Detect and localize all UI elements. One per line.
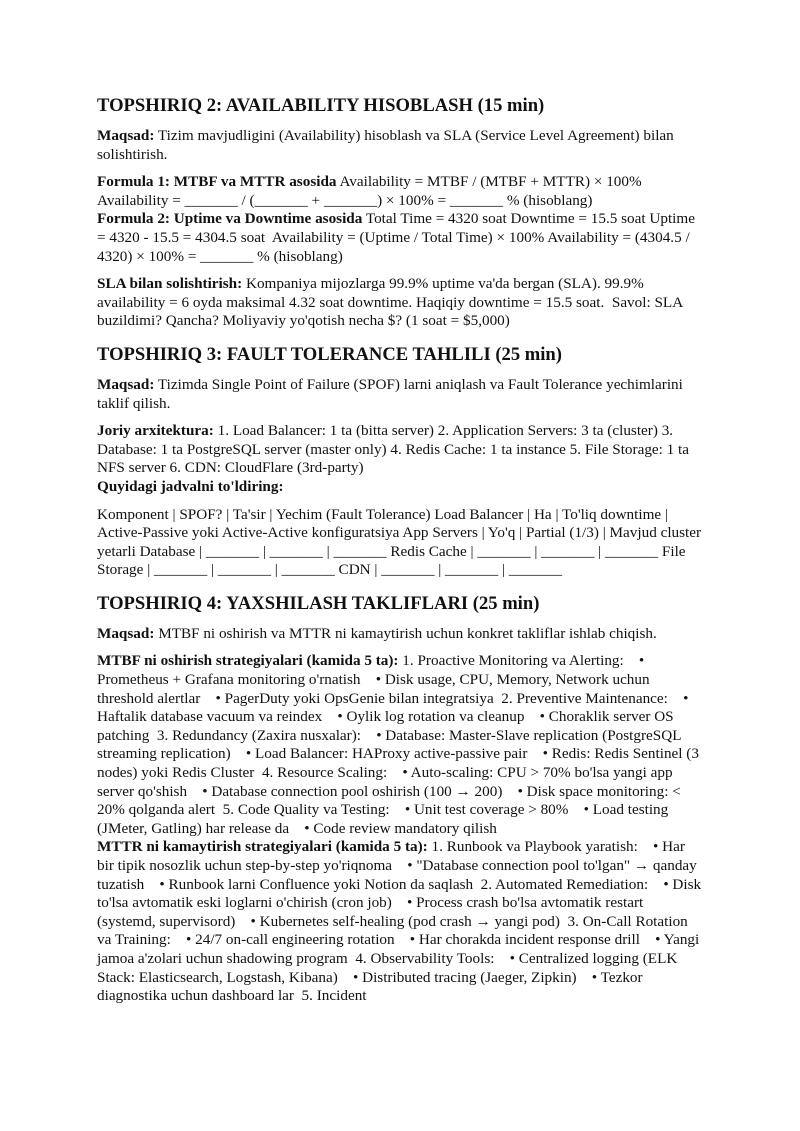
sla-label: SLA bilan solishtirish: [97, 275, 243, 293]
formula-1-label: Formula 1: MTBF va MTTR asosida [97, 173, 337, 191]
architecture-label: Joriy arxitektura: [97, 422, 214, 440]
mtbf-text: 1. Proactive Monitoring va Alerting: • Prometheus + Grafana monitoring o'rnatish • Disk usage, CPU, Memory, Network uchun threshold alertlar • PagerDuty yoki OpsGenie bilan integratsiya 2. Preventive Maintenance: • Haftalik database vacuum va reindex • Oylik log rotation va cleanup • Choraklik server OS patching 3. Redundancy (Zaxira nusxalar): • Database: Master-Slave replication (PostgreSQL streaming replication) • Load Balancer: HAProxy active-passive pair • Redis: Redis Sentinel (3 nodes) yoki Redis Cluster 4. Resource Scaling: • Auto-scaling: CPU > 70% bo'lsa yangi app server qo'shish • Database connection pool oshirish (100 → 200) • Disk space monitoring: < 20% qolganda alert 5. Code Quality va Testing: • Unit test coverage > 80% • Load testing (JMeter, Gatling) har release da • Code review mandatory qilish [97, 652, 703, 837]
sla-text: Kompaniya mijozlarga 99.9% uptime va'da bergan (SLA). 99.9% availability = 6 oyda maksimal 4.32 soat downtime. Haqiqiy downtime = 15.5 soat. Savol: SLA buzildimi? Qancha? Moliyaviy yo'qotish necha $? (1 soat = $5,000) [97, 275, 687, 330]
section-3-architecture [97, 422, 704, 478]
formula-2-text: Total Time = 4320 soat Downtime = 15.5 soat Uptime = 4320 - 15.5 = 4304.5 soat Availability = (Uptime / Total Time) × 100% Availability = (4304.5 / 4320) × 100% = _______ % (hisoblang) [97, 210, 699, 265]
section-2-title: TOPSHIRIQ 2: AVAILABILITY HISOBLASH (15 min) [97, 95, 545, 116]
section-4-mtbf [97, 652, 704, 838]
section-2-formula-1 [97, 173, 704, 210]
section-4-maqsad [97, 625, 704, 644]
section-3-maqsad-label: Maqsad: [97, 375, 155, 393]
section-4-maqsad-label: Maqsad: [97, 624, 155, 642]
section-2-formula-2 [97, 210, 704, 266]
section-4-mttr [97, 838, 704, 1005]
section-4-maqsad-text: MTBF ni oshirish va MTTR ni kamaytirish uchun konkret takliflar ishlab chiqish. [154, 624, 657, 642]
section-2-maqsad [97, 127, 704, 164]
mttr-text: 1. Runbook va Playbook yaratish: • Har bir tipik nosozlik uchun step-by-step yo'riqnoma • "Database connection pool to'lgan" → qanday tuzatish • Runbook larni Confluence yoki Notion da saqlash 2. Automated Remediation: • Disk to'lsa avtomatik eski loglarni o'chirish (cron job) • Process crash bo'lsa avtomatik restart (systemd, supervisord) • Kubernetes self-healing (pod crash → yangi pod) 3. On-Call Rotation va Training: • 24/7 on-call engineering rotation • Har chorakda incident response drill • Yangi jamoa a'zolari uchun shadowing program 4. Observability Tools: • Centralized logging (ELK Stack: Elasticsearch, Logstash, Kibana) • Distributed tracing (Jaeger, Zipkin) • Tezkor diagnostika uchun dashboard lar 5. Incident [97, 838, 705, 1005]
formula-2-label: Formula 2: Uptime va Downtime asosida [97, 210, 363, 228]
section-4-title: TOPSHIRIQ 4: YAXSHILASH TAKLIFLARI (25 min) [97, 592, 540, 614]
section-3-table-label-row [97, 478, 704, 497]
formula-1-text: Availability = MTBF / (MTBF + MTTR) × 100% Availability = _______ / (_______ + _______) × 100% = _______ % (hisoblang) [97, 173, 642, 209]
section-3-table-text: Komponent | SPOF? | Ta'sir | Yechim (Fault Tolerance) Load Balancer | Ha | To'liq downtime | Active-Passive yoki Active-Active konfiguratsiya App Servers | Yo'q | Partial (1/3) | Mavjud cluster yetarli Database | _______ | _______ | _______ Redis Cache | _______ | _______ | _______ File Storage | _______ | _______ | _______ CDN | _______ | _______ | _______ [97, 505, 702, 579]
section-2-maqsad-text: Tizim mavjudligini (Availability) hisoblash va SLA (Service Level Agreement) bilan solishtirish. [97, 127, 674, 163]
architecture-text: 1. Load Balancer: 1 ta (bitta server) 2. Application Servers: 3 ta (cluster) 3. Database: 1 ta PostgreSQL server (master only) 4. Redis Cache: 1 ta instance 5. File Storage: 1 ta NFS server 6. CDN: CloudFlare (3rd-party) [97, 422, 690, 477]
section-2-sla [97, 275, 704, 331]
table-label: Quyidagi jadvalni to'ldiring: [97, 477, 284, 495]
section-2-maqsad-label: Maqsad: [97, 127, 155, 144]
section-3-maqsad [97, 376, 704, 413]
mttr-label: MTTR ni kamaytirish strategiyalari (kamida 5 ta): [97, 838, 428, 856]
mtbf-label: MTBF ni oshirish strategiyalari (kamida 5 ta): [97, 652, 399, 670]
section-3-maqsad-text: Tizimda Single Point of Failure (SPOF) larni aniqlash va Fault Tolerance yechimlarini taklif qilish. [97, 375, 683, 412]
section-3-title: TOPSHIRIQ 3: FAULT TOLERANCE TAHLILI (25 min) [97, 343, 562, 365]
